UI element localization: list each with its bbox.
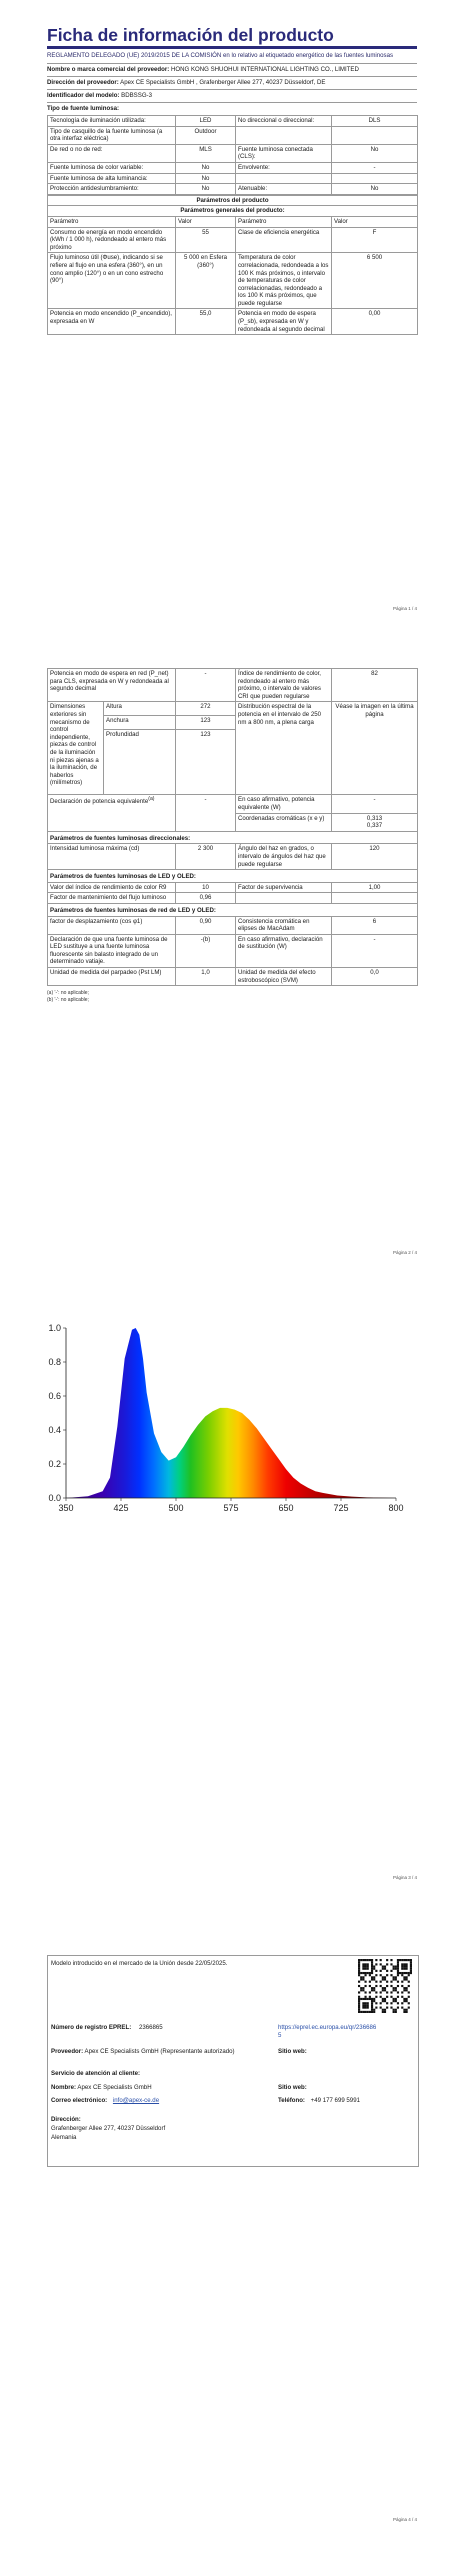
type-header: Tipo de fuente luminosa:	[47, 102, 417, 115]
sheet-2	[47, 668, 417, 1004]
col-value-1: Valor	[176, 216, 236, 227]
table-row	[48, 173, 418, 184]
equiv-label-cell	[48, 795, 176, 831]
market-intro: Modelo introducido en el mercado de la Unión desde 22/05/2025.	[51, 1960, 228, 1967]
param-label: En caso afirmativo, declaración de sustitución (W)	[236, 934, 332, 967]
dim-value-1: 123	[176, 716, 236, 730]
name-value: Apex CE Specialists GmbH	[77, 2084, 152, 2091]
param-value: 1,0	[176, 968, 236, 986]
website-label: Sitio web:	[278, 2048, 307, 2055]
eprel-value: 2366865	[138, 2024, 163, 2031]
dir-row	[48, 844, 418, 870]
param-value	[332, 126, 418, 144]
dir-v2: 120	[332, 844, 418, 870]
tel-row	[278, 2097, 360, 2105]
param-value	[332, 893, 418, 904]
regulation-text: REGLAMENTO DELEGADO (UE) 2019/2015 DE LA COMISIÓN en lo relativo al etiquetado energético de las fuentes luminosas	[47, 52, 394, 59]
y-tick-label: 0.8	[48, 1357, 61, 1367]
param-value: 1,00	[332, 882, 418, 893]
coord-y: 0,337	[366, 822, 383, 830]
provider-value: Apex CE Specialists GmbH (Representante autorizado)	[84, 2048, 235, 2055]
dim-value-0: 272	[176, 702, 236, 716]
note-b: (b) '-': no aplicable;	[47, 997, 89, 1004]
product-parameters-table	[47, 195, 418, 336]
param-value: MLS	[176, 144, 236, 162]
tel-value: +49 177 699 5991	[310, 2097, 360, 2104]
param-value: DLS	[332, 116, 418, 127]
param-label: Consistencia cromática en elipses de MacAdam	[236, 916, 332, 934]
param-value: No	[176, 162, 236, 173]
table-row	[48, 253, 418, 309]
param-value: 0,96	[176, 893, 236, 904]
equiv-sup: (a)	[148, 796, 155, 803]
equiv-value: -	[176, 795, 236, 831]
x-tick-label: 650	[278, 1503, 294, 1513]
param-value: 10	[176, 882, 236, 893]
title-rule	[47, 46, 417, 49]
param-label: Flujo luminoso útil (Φuse), indicando si se refiere al flujo en una esfera (360°), en un cono amplio (120°) o en un cono estrecho (90°)	[48, 253, 176, 309]
led-title: Parámetros de fuentes luminosas de LED y OLED:	[48, 870, 418, 883]
dir-l: Intensidad luminosa máxima (cd)	[48, 844, 176, 870]
param-label: Valor del índice de rendimiento de color R9	[48, 882, 176, 893]
param-label: Fuente luminosa de color variable:	[48, 162, 176, 173]
param-label: Fuente luminosa de alta luminancia:	[48, 173, 176, 184]
table-row	[48, 916, 418, 934]
param-label: Fuente luminosa conectada (CLS):	[236, 144, 332, 162]
page-footer-3: Página 3 / 4	[392, 1875, 417, 1880]
dim-value-2: 123	[176, 730, 236, 795]
x-tick-label: 500	[168, 1503, 184, 1513]
param-label: factor de desplazamiento (cos φ1)	[48, 916, 176, 934]
param-label: Envolvente:	[236, 162, 332, 173]
param-label: Unidad de medida del efecto estroboscópico (SVM)	[236, 968, 332, 986]
param-value: 0,90	[176, 916, 236, 934]
param-value: No	[176, 173, 236, 184]
param-label: Protección antideslumbramiento:	[48, 184, 176, 195]
param-value: No	[176, 184, 236, 195]
table-row	[48, 669, 418, 702]
table-row	[48, 893, 418, 904]
param-label: Factor de supervivencia	[236, 882, 332, 893]
y-tick-label: 0.0	[48, 1493, 61, 1503]
page-footer-2: Página 2 / 4	[392, 1250, 417, 1255]
address-label: Dirección:	[51, 2116, 81, 2123]
param-label: De red o no de red:	[48, 144, 176, 162]
model-value: BDBSSG-3	[121, 92, 152, 99]
col-param-2: Parámetro	[236, 216, 332, 227]
param-label: Atenuable:	[236, 184, 332, 195]
page-footer-4: Página 4 / 4	[392, 2517, 417, 2522]
param-value: No	[332, 184, 418, 195]
col-value-2: Valor	[332, 216, 418, 227]
coord-x: 0,313	[366, 814, 383, 822]
param-label	[236, 173, 332, 184]
param-label: Factor de mantenimiento del flujo luminoso	[48, 893, 176, 904]
param-label: Potencia en modo encendido (P_encendido), expresada en W	[48, 309, 176, 335]
table-row	[48, 126, 418, 144]
eprel-label: Número de registro EPREL:	[51, 2024, 132, 2031]
param-label: Consumo de energía en modo encendido (kWh / 1 000 h), redondeado al entero más próximo	[48, 227, 176, 253]
table-row	[48, 116, 418, 127]
note-a: (a) '-': no aplicable;	[47, 990, 89, 997]
mail-link[interactable]: info@apex-ce.de	[112, 2097, 160, 2104]
table-row	[48, 184, 418, 195]
x-tick-label: 800	[388, 1503, 404, 1513]
param-value: -	[332, 162, 418, 173]
param-label: Índice de rendimiento de color, redondeado al entero más próximo, o intervalo de valores CRI que pueden regularse	[236, 669, 332, 702]
mail-label: Correo electrónico:	[51, 2097, 108, 2104]
supplier-label: Dirección del proveedor:	[47, 79, 119, 86]
x-tick-label: 575	[223, 1503, 239, 1513]
y-tick-label: 0.4	[48, 1425, 61, 1435]
mail-row	[51, 2097, 159, 2105]
param-value: -(b)	[176, 934, 236, 967]
y-tick-label: 1.0	[48, 1323, 61, 1333]
param-value	[332, 173, 418, 184]
table-row	[48, 227, 418, 253]
dir-v: 2 300	[176, 844, 236, 870]
trademark-label: Nombre o marca comercial del proveedor:	[47, 66, 170, 73]
page-footer-1: Página 1 / 4	[392, 606, 417, 611]
dist-value: Véase la imagen en la última página	[332, 702, 418, 795]
eprel-link[interactable]: https://eprel.ec.europa.eu/qr/2366865	[278, 2024, 377, 2039]
table-row	[48, 934, 418, 967]
x-tick-label: 350	[58, 1503, 74, 1513]
param-label: Tecnología de iluminación utilizada:	[48, 116, 176, 127]
website2-label: Sitio web:	[278, 2084, 307, 2091]
param-value: 5 000 en Esfera (360°)	[176, 253, 236, 309]
coord-label: Coordenadas cromáticas (x e y)	[236, 813, 332, 831]
provider-label: Proveedor:	[51, 2048, 84, 2055]
param-label	[236, 893, 332, 904]
param-label: Temperatura de color correlacionada, redondeada a los 100 K más próximos, o intervalo de temperaturas de color correlacionadas, redondeado a los 100 K más próximos, que puede regularse	[236, 253, 332, 309]
dim-name-0: Altura	[104, 702, 176, 716]
provider-row	[51, 2048, 271, 2056]
sheet-1	[47, 24, 417, 335]
page2-table	[47, 668, 418, 986]
params-title: Parámetros del producto	[48, 195, 418, 206]
table-row	[48, 144, 418, 162]
dim-name-1: Anchura	[104, 716, 176, 730]
param-value: 82	[332, 669, 418, 702]
param-label: Tipo de casquillo de la fuente luminosa (a otra interfaz eléctrica)	[48, 126, 176, 144]
col-param-1: Parámetro	[48, 216, 176, 227]
param-label: Potencia en modo de espera en red (P_net) para CLS, expresada en W y redondeada al segundo decimal	[48, 669, 176, 702]
name-row	[51, 2084, 152, 2092]
table-row	[48, 882, 418, 893]
table-row	[48, 162, 418, 173]
coord-values	[332, 813, 418, 831]
sheet-4	[47, 1955, 419, 2167]
param-label: Potencia en modo de espera (P_sb), expresada en W y redondeada al segundo decimal	[236, 309, 332, 335]
mls-title: Parámetros de fuentes luminosas de red de LED y OLED:	[48, 903, 418, 916]
param-value: -	[332, 934, 418, 967]
y-tick-label: 0.2	[48, 1459, 61, 1469]
y-tick-label: 0.6	[48, 1391, 61, 1401]
param-label: Unidad de medida del parpadeo (Pst LM)	[48, 968, 176, 986]
param-label: Declaración de que una fuente luminosa de LED sustituye a una fuente luminosa fluorescente sin balasto integrado de un determinado vatiaje.	[48, 934, 176, 967]
general-title: Parámetros generales del producto:	[48, 206, 418, 217]
model-row	[47, 90, 417, 102]
param-label: Clase de eficiencia energética	[236, 227, 332, 253]
dir-title: Parámetros de fuentes luminosas direccionales:	[48, 831, 418, 844]
table-row	[48, 309, 418, 335]
dims-row-1	[48, 702, 418, 716]
supplier-value: Apex CE Specialists GmbH , Grafenberger Allee 277, 40237 Düsseldorf, DE	[120, 79, 326, 86]
param-label	[236, 126, 332, 144]
equiv-row	[48, 795, 418, 813]
dim-name-2: Profundidad	[104, 730, 176, 795]
table-row	[48, 968, 418, 986]
supplier-row	[47, 77, 417, 89]
param-value: Outdoor	[176, 126, 236, 144]
address-line-2: Alemania	[51, 2134, 77, 2141]
param-value: 6 500	[332, 253, 418, 309]
spectrum-chart	[40, 1318, 420, 1528]
service-title: Servicio de atención al cliente:	[51, 2070, 141, 2077]
param-value: 0,0	[332, 968, 418, 986]
dist-label: Distribución espectral de la potencia en el intervalo de 250 nm a 800 nm, a plena carga	[236, 702, 332, 795]
qr-code-icon[interactable]	[358, 1959, 412, 2013]
trademark-row	[47, 64, 417, 76]
address-line-1: Grafenberger Allee 277, 40237 Düsseldorf	[51, 2125, 166, 2132]
equiv-label: Declaración de potencia equivalente	[50, 798, 149, 806]
param-value: 6	[332, 916, 418, 934]
param-value: -	[176, 669, 236, 702]
param-value: No	[332, 144, 418, 162]
light-source-type-table	[47, 115, 418, 195]
param-value: 55,0	[176, 309, 236, 335]
tel-label: Teléfono:	[278, 2097, 305, 2104]
trademark-value: HONG KONG SHUOHUI INTERNATIONAL LIGHTING CO., LIMITED	[170, 66, 359, 73]
name-label: Nombre:	[51, 2084, 77, 2091]
eprel-row	[51, 2024, 163, 2032]
spectrum-area	[66, 1328, 396, 1498]
param-value: LED	[176, 116, 236, 127]
x-tick-label: 725	[333, 1503, 349, 1513]
param-value: F	[332, 227, 418, 253]
param-value: 55	[176, 227, 236, 253]
param-label: No direccional o direccional:	[236, 116, 332, 127]
x-tick-label: 425	[113, 1503, 129, 1513]
document-title: Ficha de información del producto	[47, 25, 334, 45]
model-label: Identificador del modelo:	[47, 92, 120, 99]
dir-l2: Ángulo del haz en grados, o intervalo de ángulos del haz que puede regularse	[236, 844, 332, 870]
param-value: 0,00	[332, 309, 418, 335]
dims-label: Dimensiones exteriores sin mecanismo de control independiente, piezas de control de la iluminación ni piezas ajenas a la iluminación, de haberlos (milímetros)	[48, 702, 104, 795]
equiv-l2: En caso afirmativo, potencia equivalente (W)	[236, 795, 332, 813]
equiv-v2: -	[332, 795, 418, 813]
